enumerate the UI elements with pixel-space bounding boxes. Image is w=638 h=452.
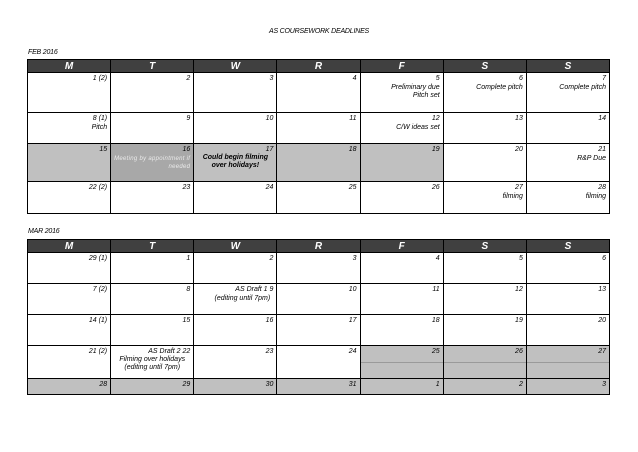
day-cell (360, 315, 443, 346)
day-number: 5 (518, 255, 523, 262)
day-number: 9 (186, 115, 191, 122)
day-cell (28, 113, 111, 144)
day-cell (28, 144, 111, 182)
day-cell (194, 144, 277, 182)
day-cell (360, 346, 443, 379)
weekday-header-row (28, 240, 610, 253)
day-number: 27 (598, 348, 606, 355)
day-cell (360, 253, 443, 284)
day-number: 15 (182, 317, 191, 324)
day-cell (28, 253, 111, 284)
day-note: R&P Due (577, 155, 606, 162)
day-number: 6 (602, 255, 606, 262)
day-note: Pitch (91, 124, 108, 131)
weekday-sun: S (526, 60, 609, 73)
page-title: AS COURSEWORK DEADLINES (268, 28, 370, 35)
day-number: 24 (348, 348, 357, 355)
day-number: 5 (435, 75, 440, 82)
day-cell (111, 315, 194, 346)
day-number: AS Draft 1 9 (235, 286, 274, 293)
day-note: filming (502, 193, 523, 200)
day-number: 13 (598, 286, 606, 293)
day-cell (277, 284, 360, 315)
day-number: 4 (352, 75, 357, 82)
day-number: 1 (435, 381, 440, 388)
day-number: 2 (518, 381, 523, 388)
day-cell (28, 284, 111, 315)
day-cell (526, 144, 609, 182)
day-cell (360, 379, 443, 395)
weekday-fri: F (360, 240, 443, 253)
day-number: 4 (435, 255, 440, 262)
day-cell (28, 182, 111, 214)
day-number: 10 (348, 286, 357, 293)
weekday-thu: R (277, 240, 360, 253)
day-cell (28, 73, 111, 113)
day-cell (526, 346, 609, 379)
day-cell (194, 73, 277, 113)
day-number: 16 (265, 317, 274, 324)
day-cell (443, 315, 526, 346)
day-number: 29 (1) (88, 255, 108, 262)
day-number: 14 (598, 115, 606, 122)
week-row (28, 379, 610, 395)
day-number: 23 (265, 348, 274, 355)
day-number: 13 (515, 115, 523, 122)
day-number: 3 (352, 255, 357, 262)
day-cell (277, 73, 360, 113)
day-cell (111, 346, 194, 379)
day-number: 20 (515, 146, 523, 153)
day-cell (443, 253, 526, 284)
week-row (28, 346, 610, 379)
day-number: AS Draft 2 22 (148, 348, 191, 355)
day-number: 8 (186, 286, 191, 293)
day-cell (443, 113, 526, 144)
day-number: 23 (182, 184, 191, 191)
day-cell (28, 379, 111, 395)
day-number: 25 (348, 184, 357, 191)
day-number: 31 (348, 381, 357, 388)
day-cell (277, 182, 360, 214)
day-note: C/W ideas set (396, 124, 440, 131)
day-cell (111, 182, 194, 214)
week-row (28, 182, 610, 214)
day-cell (277, 379, 360, 395)
day-cell (360, 144, 443, 182)
day-cell (443, 346, 526, 379)
day-cell (277, 113, 360, 144)
day-cell (443, 144, 526, 182)
weekday-wed: W (194, 240, 277, 253)
weekday-tue: T (111, 240, 194, 253)
day-note: (editing until 7pm) (214, 295, 271, 302)
day-cell (526, 253, 609, 284)
day-cell (360, 73, 443, 113)
day-note: Preliminary due Pitch set (391, 84, 440, 99)
week-row (28, 253, 610, 284)
day-cell (194, 253, 277, 284)
day-number: 19 (431, 146, 440, 153)
day-cell (111, 113, 194, 144)
day-number: 2 (186, 75, 191, 82)
day-number: 30 (265, 381, 274, 388)
day-number: 17 (265, 146, 274, 153)
day-number: 7 (2) (92, 286, 108, 293)
day-number: 29 (182, 381, 191, 388)
weekday-sat: S (443, 60, 526, 73)
day-cell (443, 182, 526, 214)
day-note: Meeting by appointment if needed (114, 156, 191, 170)
day-number: 19 (515, 317, 523, 324)
day-cell (277, 253, 360, 284)
day-cell (111, 144, 194, 182)
day-cell (526, 113, 609, 144)
day-cell (194, 284, 277, 315)
day-cell (443, 73, 526, 113)
day-cell (526, 315, 609, 346)
day-number: 12 (515, 286, 523, 293)
day-number: 25 (431, 348, 440, 355)
day-number: 18 (431, 317, 440, 324)
week-row (28, 315, 610, 346)
day-note: Could begin filming over holidays! (202, 154, 269, 169)
day-number: 1 (186, 255, 191, 262)
day-number: 3 (269, 75, 274, 82)
day-number: 21 (598, 146, 606, 153)
day-cell (277, 315, 360, 346)
weekday-header-row (28, 60, 610, 73)
day-note: filming (585, 193, 606, 200)
day-number: 18 (348, 146, 357, 153)
day-number: 17 (348, 317, 357, 324)
day-cell (28, 315, 111, 346)
day-number: 27 (515, 184, 523, 191)
week-row (28, 73, 610, 113)
day-note: Filming over holidays (editing until 7pm) (119, 356, 186, 371)
day-number: 1 (2) (92, 75, 108, 82)
day-cell (194, 346, 277, 379)
day-cell (526, 379, 609, 395)
day-number: 3 (602, 381, 606, 388)
weekday-mon: M (28, 60, 111, 73)
day-cell (277, 144, 360, 182)
day-number: 10 (265, 115, 274, 122)
month-label-feb: FEB 2016 (28, 49, 58, 56)
day-number: 6 (518, 75, 523, 82)
day-cell (111, 379, 194, 395)
day-number: 15 (99, 146, 108, 153)
day-number: 26 (431, 184, 440, 191)
day-cell (526, 284, 609, 315)
day-cell (194, 182, 277, 214)
day-cell (194, 379, 277, 395)
week-row (28, 144, 610, 182)
day-cell (194, 113, 277, 144)
weekday-tue: T (111, 60, 194, 73)
day-number: 12 (431, 115, 440, 122)
week-row (28, 113, 610, 144)
day-number: 14 (1) (88, 317, 108, 324)
weekday-fri: F (360, 60, 443, 73)
calendar-feb (27, 59, 610, 214)
day-number: 7 (602, 75, 606, 82)
day-number: 24 (265, 184, 274, 191)
day-number: 8 (1) (92, 115, 108, 122)
week-row (28, 284, 610, 315)
day-number: 26 (515, 348, 523, 355)
day-note: Complete pitch (559, 84, 606, 91)
day-cell (360, 113, 443, 144)
day-number: 11 (349, 115, 357, 122)
day-cell (360, 284, 443, 315)
day-number: 20 (598, 317, 606, 324)
weekday-mon: M (28, 240, 111, 253)
day-cell (443, 284, 526, 315)
calendar-mar (27, 239, 610, 395)
day-cell (526, 182, 609, 214)
weekday-sat: S (443, 240, 526, 253)
day-number: 22 (2) (88, 184, 108, 191)
day-cell (526, 73, 609, 113)
day-number: 21 (2) (88, 348, 108, 355)
day-note: Complete pitch (476, 84, 523, 91)
day-cell (111, 253, 194, 284)
day-number: 11 (432, 286, 440, 293)
day-number: 16 (182, 146, 191, 153)
day-cell (111, 284, 194, 315)
weekday-sun: S (526, 240, 609, 253)
day-cell (111, 73, 194, 113)
weekday-wed: W (194, 60, 277, 73)
day-number: 28 (598, 184, 606, 191)
day-number: 28 (99, 381, 108, 388)
day-cell (360, 182, 443, 214)
day-cell (443, 379, 526, 395)
day-cell (277, 346, 360, 379)
day-cell (28, 346, 111, 379)
day-cell (194, 315, 277, 346)
weekday-thu: R (277, 60, 360, 73)
month-label-mar: MAR 2016 (28, 228, 60, 235)
day-number: 2 (269, 255, 274, 262)
